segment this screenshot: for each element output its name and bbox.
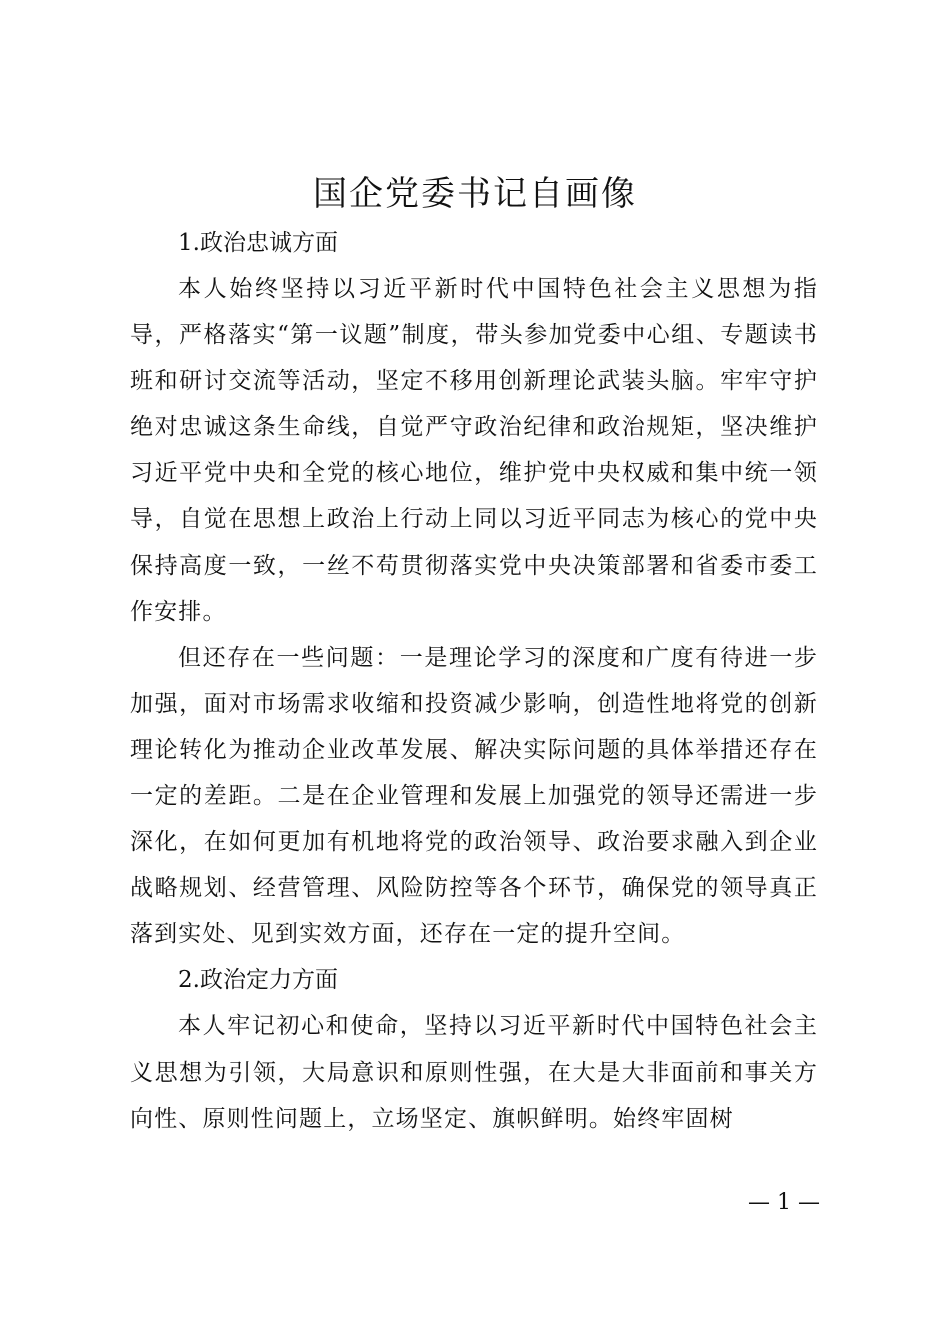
document-body [130,220,818,1142]
section-heading-political-loyalty: 1.政治忠诚方面 [178,230,338,256]
page-number: — 1 — [748,1190,820,1215]
section-heading-political-determination: 2.政治定力方面 [178,967,338,994]
paragraph: 本人始终坚持以习近平新时代中国特色社会主义思想为指导，严格落实“第一议题”制度，带头参加党委中心组、专题读书班和研讨交流等活动，坚定不移用创新理论武装头脑。牢牢守护绝对忠诚这条生命线，自觉严守政治纪律和政治规矩，坚决维护习近平党中央和全党的核心地位，维护党中央权威和集中统一领导，自觉在思想上政治上行动上同以习近平同志为核心的党中央保持高度一致，一丝不苟贯彻落实党中央决策部署和省委市委工作安排。 [130,276,818,625]
document-title: 国企党委书记自画像 [313,174,637,214]
paragraph: 但还存在一些问题：一是理论学习的深度和广度有待进一步加强，面对市场需求收缩和投资减少影响，创造性地将党的创新理论转化为推动企业改革发展、解决实际问题的具体举措还存在一定的差距。二是在企业管理和发展上加强党的领导还需进一步深化，在如何更加有机地将党的政治领导、政治要求融入到企业战略规划、经营管理、风险防控等各个环节，确保党的领导真正落到实处、见到实效方面，还存在一定的提升空间。 [130,644,818,948]
paragraph: 本人牢记初心和使命，坚持以习近平新时代中国特色社会主义思想为引领，大局意识和原则性强，在大是大非面前和事关方向性、原则性问题上，立场坚定、旗帜鲜明。始终牢固树 [130,1013,818,1132]
